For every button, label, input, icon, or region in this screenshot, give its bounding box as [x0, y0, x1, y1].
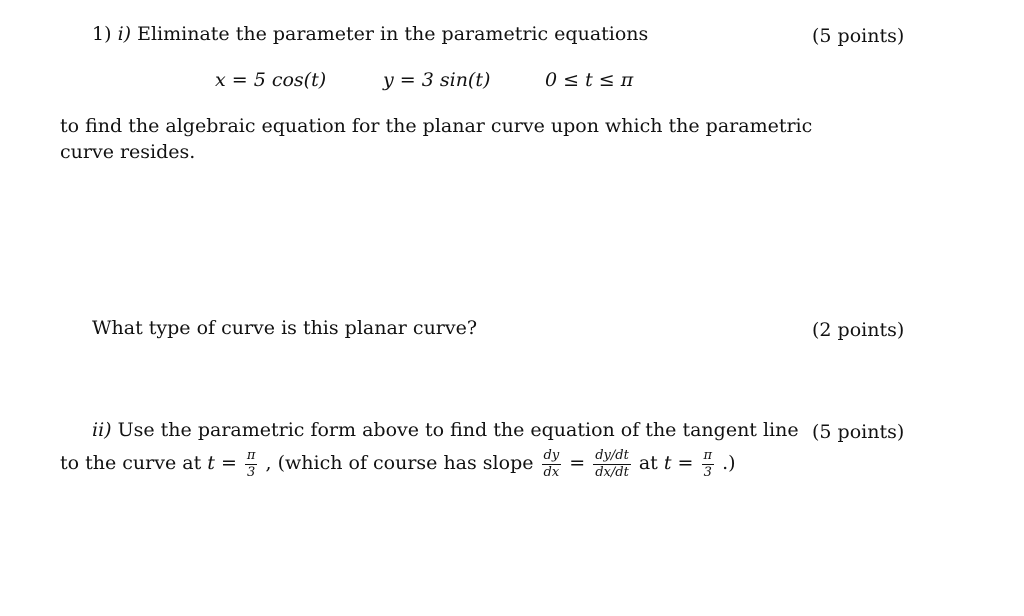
fraction-denominator: dx/dt [595, 464, 629, 480]
x-equation: x = 5 cos(t) [215, 69, 327, 91]
fraction-numerator: π [703, 447, 713, 463]
pi-over-3-fraction [245, 449, 258, 479]
curve-type-points: (2 points) [812, 319, 905, 341]
fraction-numerator: dy/dt [595, 447, 629, 463]
t-equals: t = [207, 452, 237, 474]
line2-mid: , (which of course has slope [265, 452, 534, 474]
question-2-line1 [92, 421, 799, 440]
fraction-numerator: dy [543, 447, 560, 463]
t-domain: 0 ≤ t ≤ π [545, 69, 634, 91]
pi-over-3-fraction-2 [702, 449, 715, 479]
question-1-points: (5 points) [812, 25, 905, 47]
line2-start: to the curve at [60, 452, 202, 474]
question-2-line2 [60, 448, 736, 479]
question-1-header [92, 25, 648, 44]
line2-end: .) [722, 452, 736, 474]
question-2-points: (5 points) [812, 421, 905, 443]
question-1-continuation-line2: curve resides. [60, 141, 196, 163]
fraction-denominator: dx [543, 464, 560, 480]
fraction-numerator: π [246, 447, 256, 463]
part-ii-label: ii) [92, 419, 112, 441]
dy-dx-fraction [542, 449, 562, 479]
question-1-prompt: Eliminate the parameter in the parametric equations [137, 23, 649, 45]
y-equation: y = 3 sin(t) [383, 69, 491, 91]
fraction-denominator: 3 [703, 464, 712, 480]
fraction-denominator: 3 [247, 464, 256, 480]
question-1-continuation-line1: to find the algebraic equation for the planar curve upon which the parametric [60, 115, 813, 137]
dydt-dxdt-fraction [593, 449, 631, 479]
curve-type-prompt: What type of curve is this planar curve? [92, 317, 478, 339]
equals-sign: = [569, 452, 586, 474]
part-i-label: i) [117, 23, 132, 45]
question-number: 1) [92, 23, 112, 45]
at-word: at [638, 452, 658, 474]
question-2-prompt: Use the parametric form above to find the equation of the tangent line [117, 419, 799, 441]
t-equals-2: t = [663, 452, 694, 474]
